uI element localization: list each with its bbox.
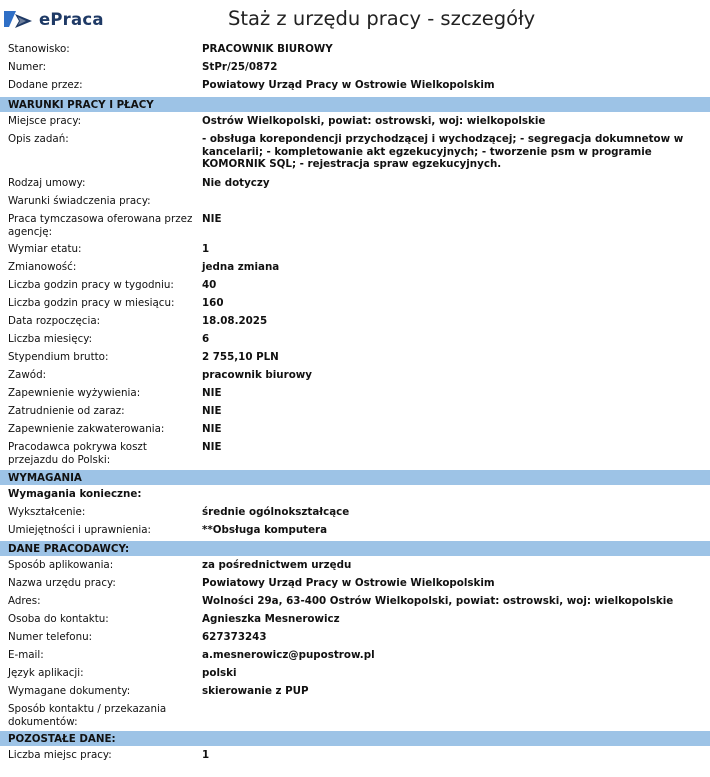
- page-title: Staż z urzędu pracy - szczegóły: [228, 7, 536, 30]
- detail-value: NIE: [202, 387, 222, 399]
- detail-value: NIE: [202, 423, 222, 435]
- epraca-logo-icon: [4, 9, 34, 29]
- detail-value: NIE: [202, 441, 222, 453]
- detail-row: [0, 524, 710, 541]
- detail-value: 1: [202, 243, 210, 255]
- detail-value: Powiatowy Urząd Pracy w Ostrowie Wielkopolskim: [202, 79, 495, 91]
- detail-row: [0, 79, 710, 97]
- detail-row: [0, 667, 710, 685]
- detail-row: [0, 423, 710, 441]
- detail-row: [0, 297, 710, 315]
- detail-value: StPr/25/0872: [202, 61, 278, 73]
- offer-details: [0, 43, 710, 767]
- detail-label: Opis zadań:: [8, 133, 69, 145]
- detail-row: [0, 243, 710, 261]
- detail-label: Liczba miejsc pracy:: [8, 749, 112, 761]
- detail-label: Sposób kontaktu / przekazania dokumentów:: [8, 703, 167, 728]
- detail-row: [0, 61, 710, 79]
- detail-row: [0, 749, 710, 767]
- detail-label: Numer telefonu:: [8, 631, 93, 643]
- detail-value: 2 755,10 PLN: [202, 351, 279, 363]
- section-header-work: WARUNKI PRACY I PŁACY: [0, 97, 710, 112]
- detail-label: Osoba do kontaktu:: [8, 613, 109, 625]
- detail-row: [0, 649, 710, 667]
- detail-row: [0, 441, 710, 470]
- detail-label: Sposób aplikowania:: [8, 559, 114, 571]
- detail-label: Zapewnienie wyżywienia:: [8, 387, 141, 399]
- detail-label: Stanowisko:: [8, 43, 70, 55]
- detail-row: [0, 279, 710, 297]
- detail-value: Powiatowy Urząd Pracy w Ostrowie Wielkopolskim: [202, 577, 495, 589]
- detail-label: Zawód:: [8, 369, 47, 381]
- section-header-other: POZOSTAŁE DANE:: [0, 731, 710, 746]
- detail-label: Wykształcenie:: [8, 506, 86, 518]
- section-header-requirements: WYMAGANIA: [0, 470, 710, 485]
- detail-value: - obsługa korepondencji przychodzącej i wychodzącej; - segregacja dokumnetow w kancelarii; - kompletowanie akt egzekucyjnych; - tworzenie psm w programie KOMORNIK SQL; - rejestracja spraw egzekucyjnych.: [202, 133, 684, 170]
- detail-value: 40: [202, 279, 217, 291]
- detail-value: Nie dotyczy: [202, 177, 270, 189]
- detail-row: [0, 631, 710, 649]
- detail-row: [0, 559, 710, 577]
- detail-value: [202, 703, 710, 731]
- detail-label: Zmianowość:: [8, 261, 77, 273]
- detail-row: [0, 405, 710, 423]
- detail-value: za pośrednictwem urzędu: [202, 559, 352, 571]
- detail-label: Wymagane dokumenty:: [8, 685, 131, 697]
- detail-label: Warunki świadczenia pracy:: [8, 195, 151, 207]
- detail-value: pracownik biurowy: [202, 369, 312, 381]
- section-employer: [0, 556, 710, 731]
- detail-label: Data rozpoczęcia:: [8, 315, 101, 327]
- email-link[interactable]: a.mesnerowicz@pupostrow.pl: [202, 649, 375, 661]
- page-header: [0, 0, 710, 40]
- detail-value: 6: [202, 333, 210, 345]
- detail-value: 160: [202, 297, 224, 309]
- detail-row: [0, 261, 710, 279]
- detail-row: [0, 133, 710, 177]
- detail-value: [202, 195, 710, 213]
- detail-row: [0, 333, 710, 351]
- detail-label: Dodane przez:: [8, 79, 83, 91]
- detail-value: Wolności 29a, 63-400 Ostrów Wielkopolski, powiat: ostrowski, woj: wielkopolskie: [202, 595, 674, 607]
- section-other: [0, 746, 710, 767]
- detail-row: [0, 613, 710, 631]
- detail-label: Liczba godzin pracy w tygodniu:: [8, 279, 174, 291]
- detail-label: Liczba godzin pracy w miesiącu:: [8, 297, 175, 309]
- detail-value: 18.08.2025: [202, 315, 268, 327]
- detail-value: Ostrów Wielkopolski, powiat: ostrowski, woj: wielkopolskie: [202, 115, 546, 127]
- detail-label: Liczba miesięcy:: [8, 333, 93, 345]
- detail-value: średnie ogólnokształcące: [202, 506, 350, 518]
- detail-row: [0, 177, 710, 195]
- detail-value: PRACOWNIK BIUROWY: [202, 43, 333, 55]
- requirements-subheading: Wymagania konieczne:: [8, 488, 142, 500]
- detail-label: Pracodawca pokrywa koszt przejazdu do Polski:: [8, 441, 147, 466]
- detail-label: Miejsce pracy:: [8, 115, 82, 127]
- detail-value: NIE: [202, 405, 222, 417]
- detail-row: [0, 369, 710, 387]
- detail-row: [0, 506, 710, 524]
- detail-label: Rodzaj umowy:: [8, 177, 86, 189]
- detail-label: Praca tymczasowa oferowana przez agencję:: [8, 213, 193, 238]
- detail-value: polski: [202, 667, 237, 679]
- detail-row: [0, 387, 710, 405]
- section-header-employer: DANE PRACODAWCY:: [0, 541, 710, 556]
- detail-label: Numer:: [8, 61, 47, 73]
- detail-value: 627373243: [202, 631, 267, 643]
- detail-row: [0, 195, 710, 213]
- section-requirements: [0, 485, 710, 541]
- detail-row: [0, 351, 710, 369]
- detail-label: Zatrudnienie od zaraz:: [8, 405, 125, 417]
- detail-value: 1: [202, 749, 210, 761]
- detail-value: NIE: [202, 213, 222, 225]
- detail-value: **Obsługa komputera: [202, 524, 328, 536]
- detail-row: [0, 703, 710, 731]
- detail-row: [0, 577, 710, 595]
- detail-row: [0, 43, 710, 61]
- detail-label: E-mail:: [8, 649, 44, 661]
- detail-label: Wymiar etatu:: [8, 243, 82, 255]
- detail-label: Adres:: [8, 595, 41, 607]
- epraca-logo[interactable]: [4, 9, 104, 29]
- detail-label: Umiejętności i uprawnienia:: [8, 524, 152, 536]
- detail-label: Stypendium brutto:: [8, 351, 109, 363]
- detail-value: skierowanie z PUP: [202, 685, 309, 697]
- detail-label: Nazwa urzędu pracy:: [8, 577, 116, 589]
- detail-value: Agnieszka Mesnerowicz: [202, 613, 340, 625]
- detail-row: [0, 595, 710, 613]
- section-work: [0, 112, 710, 470]
- detail-row: [0, 685, 710, 703]
- detail-row: [0, 115, 710, 133]
- detail-value: jedna zmiana: [202, 261, 280, 273]
- detail-row: [0, 315, 710, 333]
- detail-label: Język aplikacji:: [8, 667, 84, 679]
- detail-label: Zapewnienie zakwaterowania:: [8, 423, 165, 435]
- basic-info: [0, 43, 710, 97]
- detail-row: [0, 213, 710, 243]
- logo-text: ePraca: [39, 9, 104, 29]
